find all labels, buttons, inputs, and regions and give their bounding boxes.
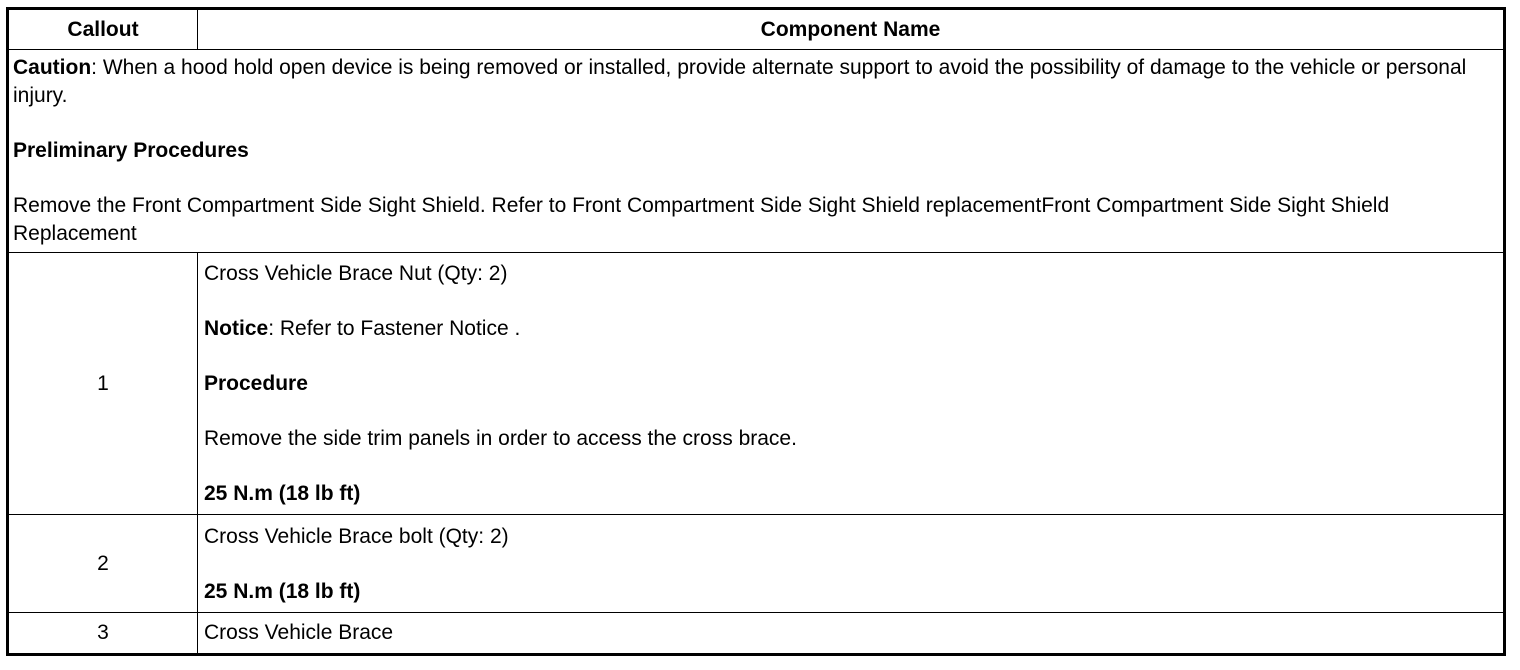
table-header-row xyxy=(9,10,1503,49)
header-callout: Callout xyxy=(9,10,198,49)
preface-cell xyxy=(9,50,1503,252)
component-name: Cross Vehicle Brace xyxy=(204,621,394,644)
callout-cell: 1 xyxy=(9,253,198,514)
preface-row xyxy=(9,49,1503,252)
caution-text: : When a hood hold open device is being removed or installed, provide alternate support to avoid the possibility of damage to the vehicle or personal injury. xyxy=(13,56,1467,107)
component-cell xyxy=(198,613,1503,653)
table-row xyxy=(9,252,1503,514)
caution-label: Caution xyxy=(13,56,92,79)
torque-spec: 25 N.m (18 lb ft) xyxy=(204,482,361,505)
caution-paragraph xyxy=(13,54,1497,110)
callout-cell: 3 xyxy=(9,613,198,653)
preliminary-text: Remove the Front Compartment Side Sight Shield. Refer to Front Compartment Side Sight Shield replacementFront Compartment Side Sight Shield Replacement xyxy=(13,194,1390,245)
notice-paragraph xyxy=(204,315,1497,343)
table-row xyxy=(9,514,1503,612)
component-name: Cross Vehicle Brace Nut (Qty: 2) xyxy=(204,262,508,285)
table-row xyxy=(9,612,1503,653)
component-name: Cross Vehicle Brace bolt (Qty: 2) xyxy=(204,525,509,548)
preliminary-heading: Preliminary Procedures xyxy=(13,139,249,162)
callout-cell: 2 xyxy=(9,515,198,612)
component-table xyxy=(6,7,1506,656)
torque-spec: 25 N.m (18 lb ft) xyxy=(204,580,361,603)
notice-text: : Refer to Fastener Notice . xyxy=(268,317,521,340)
header-component-name: Component Name xyxy=(760,17,941,41)
procedure-heading: Procedure xyxy=(204,372,308,395)
component-cell xyxy=(198,515,1503,612)
procedure-text: Remove the side trim panels in order to access the cross brace. xyxy=(204,427,797,450)
notice-label: Notice xyxy=(204,317,269,340)
component-cell xyxy=(198,253,1503,514)
